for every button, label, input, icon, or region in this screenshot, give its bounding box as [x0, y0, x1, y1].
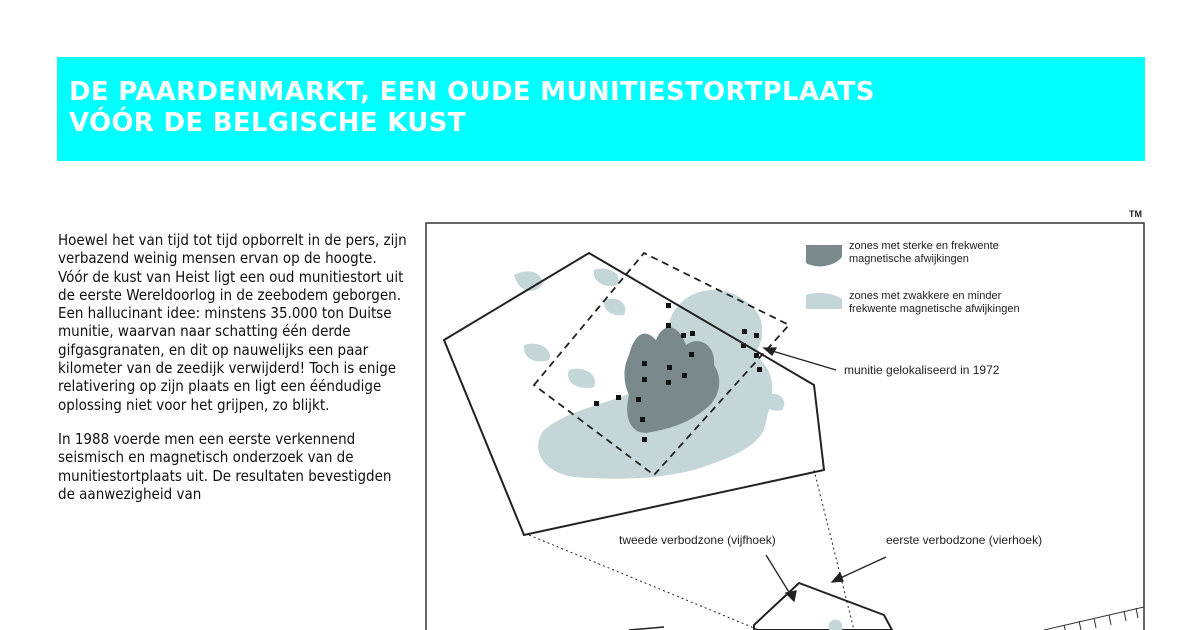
legend-strong-text: [849, 240, 999, 266]
article-text: [58, 231, 408, 519]
title-banner: [57, 57, 1145, 161]
legend-weak-line1: zones met zwakkere en minder: [849, 290, 1002, 302]
legend-swatch-weak: [806, 293, 842, 309]
callout-munitie: munitie gelokaliseerd in 1972: [844, 363, 1000, 377]
title-line-2: VÓÓR DE BELGISCHE KUST: [69, 108, 466, 138]
legend-weak-line2: frekwente magnetische afwijkingen: [849, 303, 1020, 315]
callout-eerste: eerste verbodzone (vierhoek): [886, 533, 1043, 547]
legend-weak-text: [849, 290, 1020, 316]
callout-tweede: tweede verbodzone (vijfhoek): [619, 533, 776, 547]
coastline: [1044, 607, 1144, 630]
page-title: [69, 77, 875, 139]
paragraph-1: Hoewel het van tijd tot tijd opborrelt in de pers, zijn verbazend weinig mensen ervan op de hoogte. Vóór de kust van Heist ligt een oud munitiestort uit de eerste Wereldoorlog in de zeebodem geborgen. Een hallucinant idee: minstens 35.000 ton Duitse munitie, waarvan naar schatting één derde gifgasgranaten, en dit op nauwelijks een paar kilometer van de zeedijk verwijderd! Toch is enige relativering op zijn plaats en ligt een ééndudige oplossing niet voor het grijpen, zo blijkt.: [58, 231, 407, 414]
paragraph-2: In 1988 voerde men een eerste verkennend seismisch en magnetisch onderzoek van de munitiestortplaats uit. De resultaten bevestigden de aanwezigheid van: [58, 429, 392, 503]
title-line-1: DE PAARDENMARKT, EEN OUDE MUNITIESTORTPLAATS: [69, 77, 875, 107]
legend-swatch-strong: [806, 245, 842, 266]
figure-credit: TM: [1129, 209, 1142, 219]
munition-map-figure: [424, 205, 1148, 630]
legend-strong-line1: zones met sterke en frekwente: [849, 240, 999, 252]
map-drawing: [424, 205, 1148, 630]
legend-strong-line2: magnetische afwijkingen: [849, 253, 969, 265]
